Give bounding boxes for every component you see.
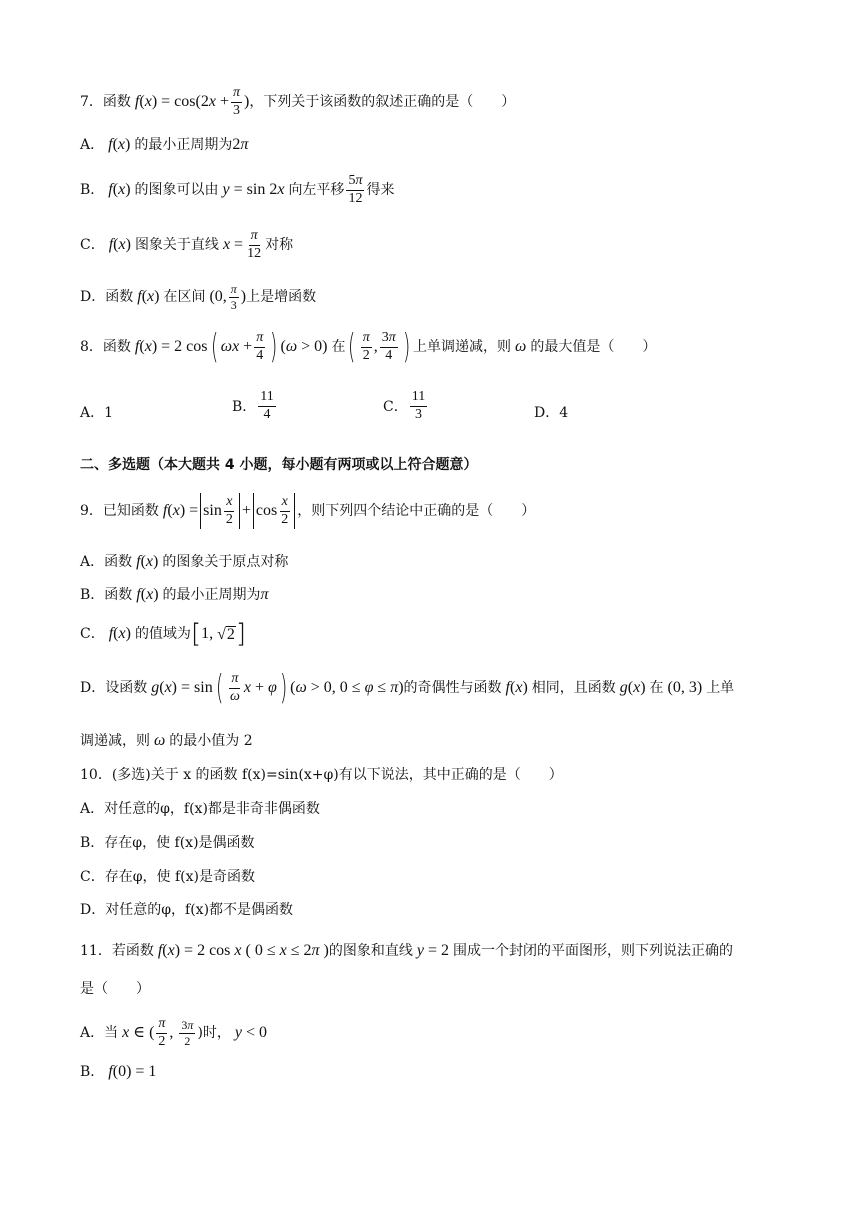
q9-option-a: A．函数 f(x) 的图象关于原点对称 (80, 553, 289, 570)
q10-option-b: B．存在φ，使 f(x)是偶函数 (80, 835, 255, 851)
q10-option-a: A．对任意的φ，f(x)都是非奇非偶函数 (80, 801, 320, 817)
q8-frac-pi-4: $\frac{\pi}{4}$ (256, 330, 264, 363)
q8-option-c: C． $\frac{11}{3}$ (383, 389, 426, 422)
section-heading: 二、多选题（本大题共 4 小题，每小题有两项或以上符合题意） (80, 457, 478, 473)
q7-formula: f(x) = cos(2x + (134, 93, 229, 111)
q11-stem: 11．若函数 f(x) = 2 cos x ( 0 ≤ x ≤ 2π ) 的图象和直线 y = 2 围成一个封闭的平面图形，则下列说法正确的 (80, 942, 733, 959)
q10-option-d: D．对任意的φ，f(x)都不是偶函数 (80, 902, 294, 918)
q7-option-d: D．函数 f(x) 在区间 (0, $\frac{\pi}{3}$ ) 上是增函数 (80, 282, 317, 312)
q11-frac-3pi-2: $\frac{3\pi}{2}$ (181, 1018, 194, 1048)
q10-stem: 10．(多选)关于 x 的函数 f(x)=sin(x+φ)有以下说法，其中正确的是（ ） (80, 767, 563, 783)
q7-frac-pi-3-interval: $\frac{\pi}{3}$ (230, 282, 237, 312)
q8-frac-11-3: $\frac{11}{3}$ (411, 389, 426, 422)
q7-stem: 7．函数 f(x) = cos(2x + $\frac{\pi}{3}$ ) ，下列关于该函数的叙述正确的是（ ） (80, 85, 516, 118)
q9-option-b: B．函数 f(x) 的最小正周期为 π (80, 586, 269, 603)
q7-option-c: C． f(x) 图象关于直线 x = $\frac{\pi}{12}$ 对称 (80, 228, 294, 261)
q7-option-b: B． f(x) 的图象可以由 y = sin 2x 向左平移 $\frac{5\pi}{12}$ 得来 (80, 173, 395, 206)
q8-option-a: A．1 (80, 405, 114, 421)
q8-frac-3pi-4: $\frac{3\pi}{4}$ (381, 330, 396, 363)
q7-option-a: A． f(x) 的最小正周期为 2π (80, 136, 249, 153)
q11-option-a: A．当 x ∈ ( $\frac{\pi}{2}$ , $\frac{3\pi}{2}$ )时， y < 0 (80, 1016, 268, 1049)
q11-frac-pi-2: $\frac{\pi}{2}$ (158, 1016, 166, 1049)
q8-stem: 8．函数 f(x) = 2 cos ( ωx + $\frac{\pi}{4}$ ) (ω > 0) 在 ( $\frac{\pi}{2}$ , $\frac{3\pi}{4}$ ) 上单调递减，则 ω 的最大值是（ ） (80, 326, 657, 367)
q9-option-d: D．设函数 g(x) = sin ( $\frac{\pi}{\omega}$ x + φ ) (ω > 0, 0 ≤ φ ≤ π) 的奇偶性与函数 f(x) 相同，且函数 g(x) 在 (0, 3) 上单 (80, 667, 735, 708)
q9-stem: 9．已知函数 f(x) = sin $\frac{x}{2}$ + cos $\frac{x}{2}$ ，则下列四个结论中正确的是（ ） (80, 493, 535, 529)
q7-frac-pi-3: $\frac{\pi}{3}$ (232, 85, 240, 118)
q9-frac-x-2-cos: $\frac{x}{2}$ (281, 493, 289, 527)
q7-frac-pi-12: $\frac{\pi}{12}$ (247, 228, 262, 261)
q8-frac-pi-2: $\frac{\pi}{2}$ (362, 330, 370, 363)
q10-option-c: C．存在φ，使 f(x)是奇函数 (80, 869, 255, 885)
q8-option-d: D．4 (534, 405, 569, 421)
q11-option-b: B． f(0) = 1 (80, 1063, 157, 1080)
q9-frac-x-2-sin: $\frac{x}{2}$ (225, 493, 233, 527)
q9-option-d-cont: 调递减，则 ω 的最小值为 2 (80, 732, 253, 749)
q8-option-b: B． $\frac{11}{4}$ (232, 389, 274, 422)
q9-frac-pi-omega: $\frac{\pi}{\omega}$ (229, 671, 240, 704)
q11-stem-cont: 是（ ） (80, 981, 150, 997)
q7-frac-5pi-12: $\frac{5\pi}{12}$ (348, 173, 363, 206)
q9-option-c: C． f(x) 的值域为 [ 1, √ 2 ] (80, 619, 247, 649)
q8-frac-11-4: $\frac{11}{4}$ (260, 389, 274, 422)
